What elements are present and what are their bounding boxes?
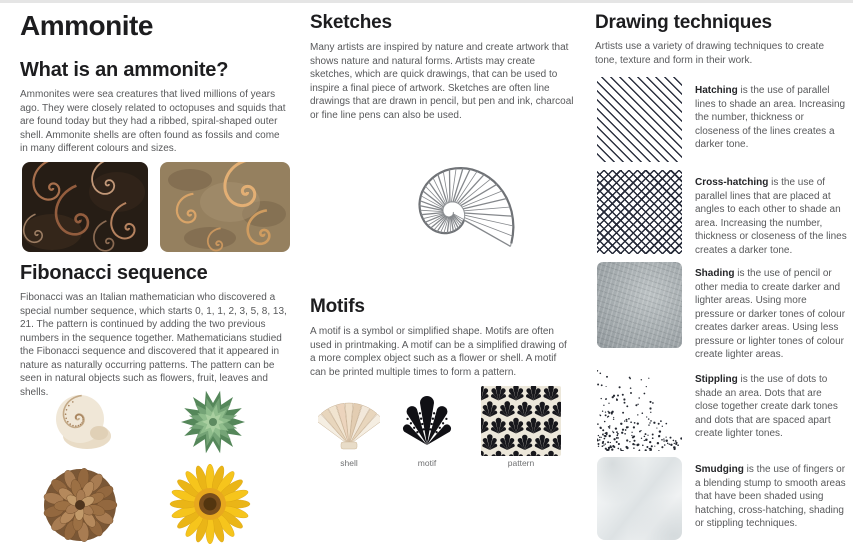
- ammonite-fossils-photo: [22, 162, 148, 252]
- stippling-term: Stippling: [695, 374, 738, 385]
- spiral-sea-shell-photo: [45, 391, 117, 453]
- cross-hatching-description: [695, 176, 847, 257]
- hatching-term: Hatching: [695, 85, 738, 96]
- hatching-text: is the use of parallel lines to shade an area. Increasing the number, thickness or closeness of the lines creates a darker tone.: [695, 85, 846, 150]
- shading-description: [695, 267, 847, 362]
- smudging-description: [695, 463, 847, 531]
- smudging-term: Smudging: [695, 464, 744, 475]
- motifs-body: A motif is a symbol or simplified shape. Motifs are often used in printmaking. A motif can be a simplified drawing of a more complex object such as a flower or shell. A motif can be printed multiple times to form a pattern.: [310, 326, 567, 378]
- what-is-ammonite-body: Ammonites were sea creatures that lived millions of years ago. They were closely related to octopuses and squids that are found today but they had a ribbed, spiral-shaped outer shell. Ammonite shells are often found as fossils and come in many different colours and sizes.: [20, 89, 286, 154]
- what-is-ammonite-heading: What is an ammonite?: [20, 59, 229, 81]
- smudging-sample: [597, 457, 682, 540]
- top-border: [0, 0, 853, 3]
- shading-term: Shading: [695, 268, 735, 279]
- shading-text: is the use of pencil or other media to create darker and lighter areas. Using more pressure or darker tones of colour creates darker areas. Using less pressure or lighter tones of colour create lighter areas.: [695, 268, 846, 360]
- smudging-text: is the use of fingers or a blending stump to smooth areas that have been shaded using hatching, cross-hatching, shading or stippling techniques.: [695, 464, 846, 529]
- spiral-succulent-photo: [176, 389, 250, 455]
- stippling-sample: [597, 367, 682, 451]
- drawing-techniques-heading: Drawing techniques: [595, 12, 772, 33]
- hatching-sample: [597, 77, 682, 162]
- sketches-body: Many artists are inspired by nature and create artwork that shows nature and natural forms. Artists may create sketches, which are quick drawings, that can be used to inspire a final piece of artwork. Sketches are often line drawings that are drawn in pencil, but pen and ink, charcoal or fine line pens can also be used.: [310, 42, 574, 121]
- fibonacci-body: Fibonacci was an Italian mathematician who discovered a special number sequence, which starts 0, 1, 1, 2, 3, 5, 8, 13, 21. The pattern is continued by adding the two previous numbers in the sequence together. Mathematicians studied the Fibonacci sequence and discovered that it appeared in nature as naturally occurring patterns. The pattern can be seen in natural objects such as flowers, fruit, leaves and shells.: [20, 292, 287, 398]
- motifs-heading: Motifs: [310, 296, 365, 317]
- shell-motif-graphic: [396, 390, 458, 450]
- pine-cone-photo: [40, 466, 120, 544]
- scallop-shell-photo: [318, 390, 380, 452]
- cross-hatching-text: is the use of parallel lines that are placed at angles to each other to shade an area. Increasing the number, thickness or closeness of the lines creates a darker tone.: [695, 177, 847, 256]
- stippling-dots: [597, 367, 682, 451]
- cross-hatching-term: Cross-hatching: [695, 177, 769, 188]
- shell-pattern-graphic: [481, 386, 561, 456]
- stippling-description: [695, 373, 847, 441]
- sketches-heading: Sketches: [310, 12, 392, 33]
- shading-sample: [597, 262, 682, 348]
- drawing-techniques-intro: Artists use a variety of drawing techniques to create tone, texture and form in their work.: [595, 41, 825, 66]
- motif-caption: motif: [417, 458, 437, 468]
- ammonites-in-rock-photo: [160, 162, 290, 252]
- ammonite-pencil-sketch: [338, 124, 558, 294]
- cross-hatching-sample: [597, 170, 682, 254]
- page-title: Ammonite: [20, 10, 153, 41]
- fibonacci-heading: Fibonacci sequence: [20, 262, 208, 284]
- hatching-description: [695, 84, 847, 152]
- shell-caption: shell: [340, 458, 358, 468]
- sunflower-photo: [168, 464, 252, 544]
- pattern-caption: pattern: [507, 458, 535, 468]
- stippling-text: is the use of dots to shade an area. Dots that are close together create dark tones and dots that are spaced apart create lighter tones.: [695, 374, 838, 439]
